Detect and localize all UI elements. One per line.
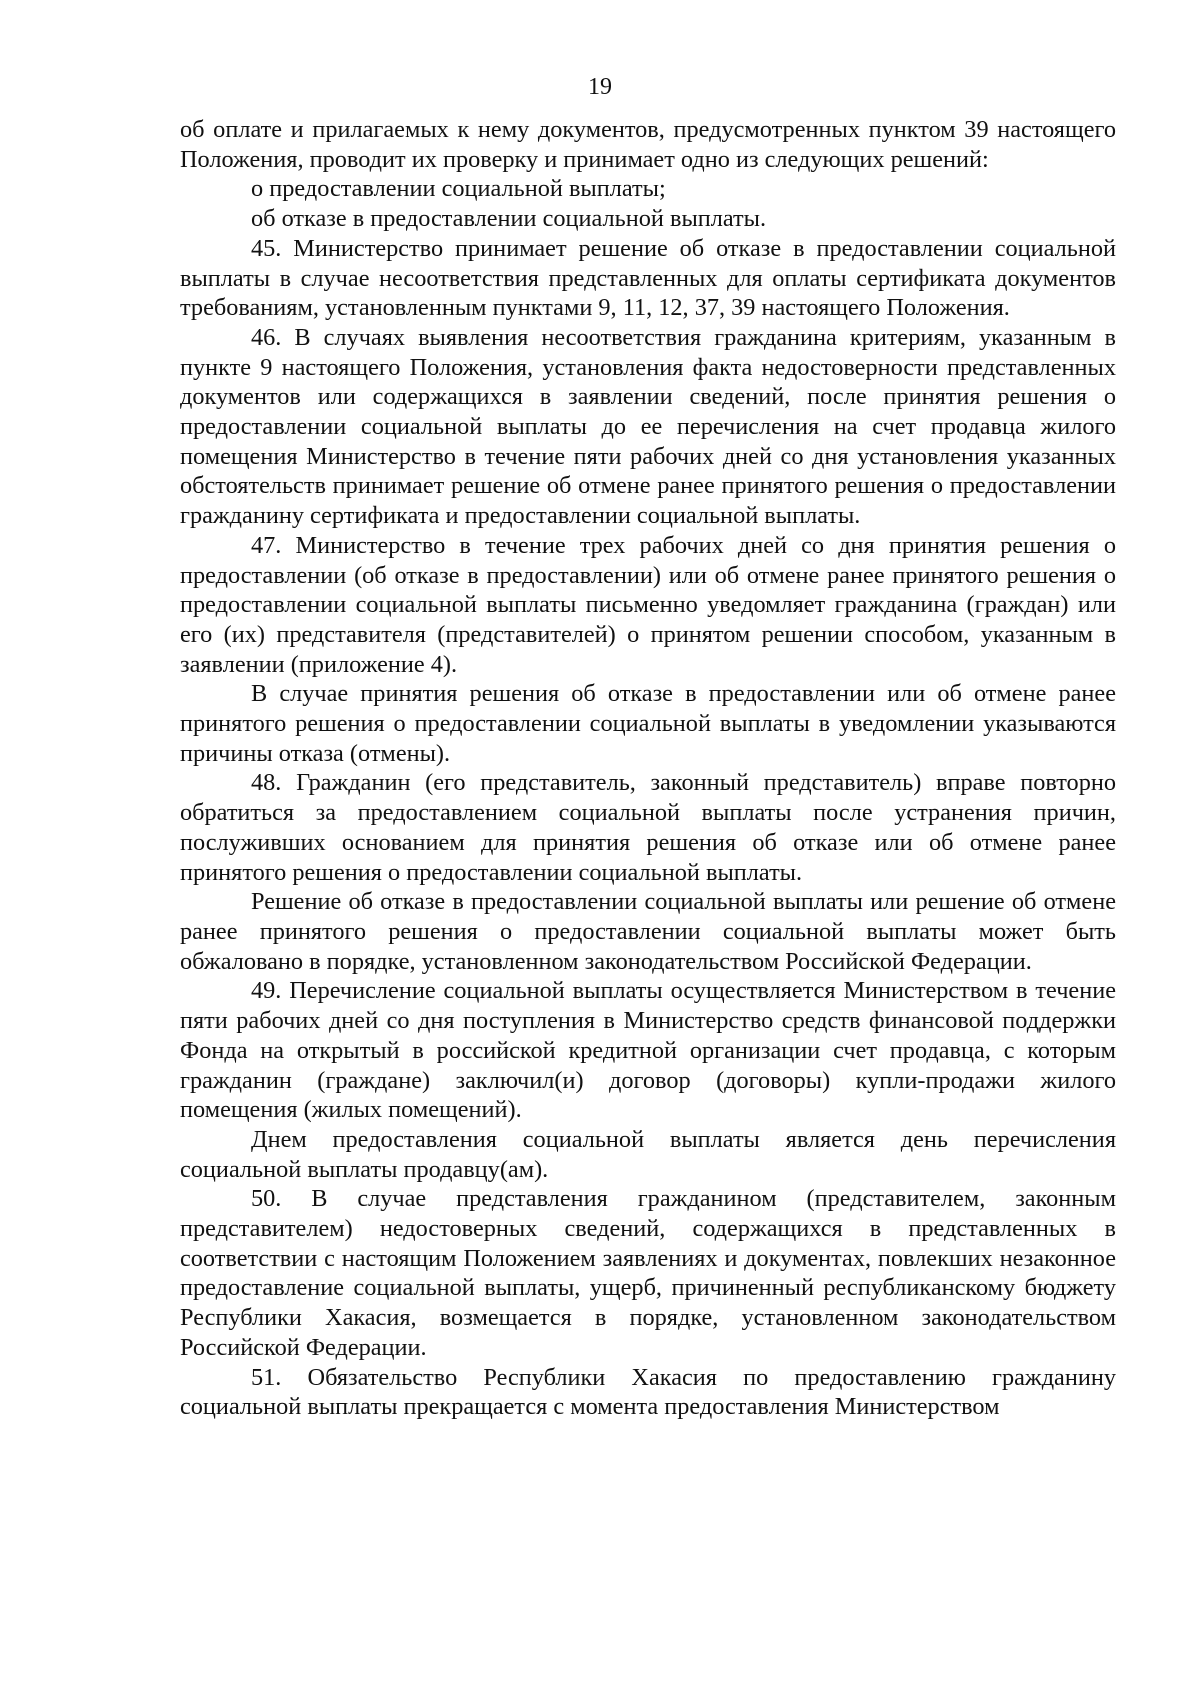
paragraph-48-appeal: Решение об отказе в предоставлении социальной выплаты или решение об отмене ранее принятого решения о предоставлении социальной выплаты может быть обжаловано в порядке, установленном законодательством Российской Федерации. [180,888,1116,975]
paragraph-47-notice: В случае принятия решения об отказе в предоставлении или об отмене ранее принятого решения о предоставлении социальной выплаты в уведомлении указываются причины отказа (отмены). [180,680,1116,767]
paragraph-47: 47. Министерство в течение трех рабочих дней со дня принятия решения о предоставлении (об отказе в предоставлении) или об отмене ранее принятого решения о предоставлении социальной выплаты письменно уведомляет гражданина (граждан) или его (их) представителя (представителей) о принятом решении способом, указанным в заявлении (приложение 4). [180,531,1116,678]
paragraph-49-payment-day: Днем предоставления социальной выплаты является день перечисления социальной выплаты продавцу(ам). [180,1125,1116,1183]
document-body [180,115,1116,1422]
paragraph-51: 51. Обязательство Республики Хакасия по предоставлению гражданину социальной выплаты прекращается с момента предоставления Министерством [180,1363,1116,1421]
paragraph-option-grant: о предоставлении социальной выплаты; [251,175,666,203]
paragraph-intro: об оплате и прилагаемых к нему документов, предусмотренных пунктом 39 настоящего Положения, проводит их проверку и принимает одно из следующих решений: [180,116,1116,173]
paragraph-50: 50. В случае представления гражданином (представителем, законным представителем) недостоверных сведений, содержащихся в представленных в соответствии с настоящим Положением заявлениях и документах, повлекших незаконное предоставление социальной выплаты, ущерб, причиненный республиканскому бюджету Республики Хакасия, возмещается в порядке, установленном законодательством Российской Федерации. [180,1185,1116,1361]
page-number: 19 [588,74,612,100]
paragraph-49: 49. Перечисление социальной выплаты осуществляется Министерством в течение пяти рабочих дней со дня поступления в Министерство средств финансовой поддержки Фонда на открытый в российской кредитной организации счет продавца, с которым гражданин (граждане) заключил(и) договор (договоры) купли-продажи жилого помещения (жилых помещений). [180,977,1116,1124]
paragraph-46: 46. В случаях выявления несоответствия гражданина критериям, указанным в пункте 9 настоящего Положения, установления факта недостоверности представленных документов или содержащихся в заявлении сведений, после принятия решения о предоставлении социальной выплаты до ее перечисления на счет продавца жилого помещения Министерство в течение пяти рабочих дней со дня установления указанных обстоятельств принимает решение об отмене ранее принятого решения о предоставлении гражданину сертификата и предоставлении социальной выплаты. [180,323,1116,530]
paragraph-48: 48. Гражданин (его представитель, законный представитель) вправе повторно обратиться за предоставлением социальной выплаты после устранения причин, послуживших основанием для принятия решения об отказе или об отмене ранее принятого решения о предоставлении социальной выплаты. [180,769,1116,886]
paragraph-option-refusal: об отказе в предоставлении социальной выплаты. [251,205,767,233]
paragraph-45: 45. Министерство принимает решение об отказе в предоставлении социальной выплаты в случае несоответствия представленных для оплаты сертификата документов требованиям, установленным пунктами 9, 11, 12, 37, 39 настоящего Положения. [180,234,1116,322]
